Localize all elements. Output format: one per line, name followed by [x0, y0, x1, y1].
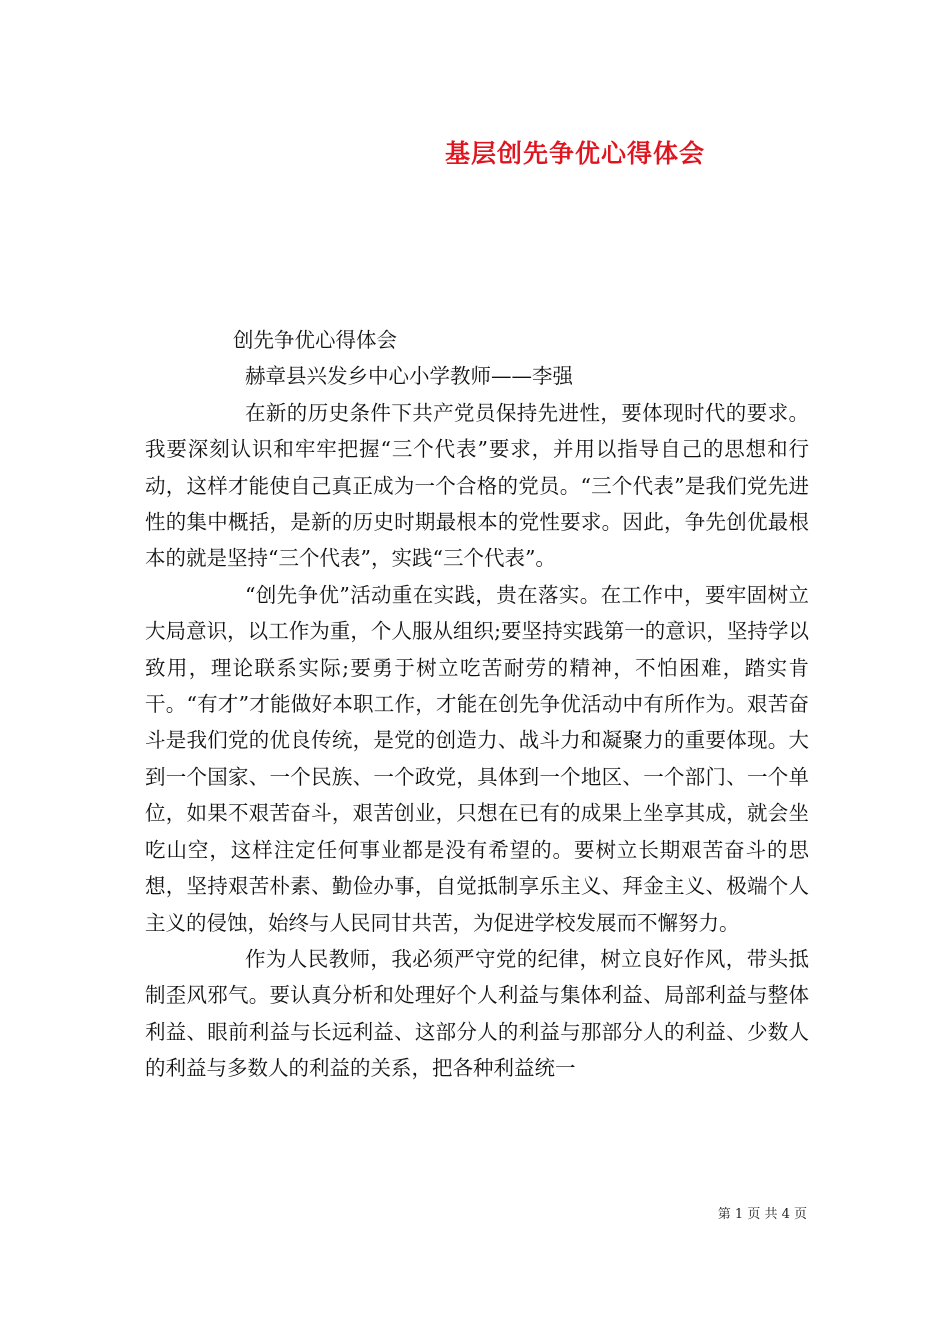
paragraph-1: 在新的历史条件下共产党员保持先进性，要体现时代的要求。我要深刻认识和牢牢把握“三个代表”要求，并用以指导自己的思想和行动，这样才能使自己真正成为一个合格的党员。“三个代表”是我们党先进性的集中概括，是新的历史时期最根本的党性要求。因此，争先创优最根本的就是坚持“三个代表”，实践“三个代表”。 [145, 400, 809, 571]
paragraph-3: 作为人民教师，我必须严守党的纪律，树立良好作风，带头抵制歪风邪气。要认真分析和处理好个人利益与集体利益、局部利益与整体利益、眼前利益与长远利益、这部分人的利益与那部分人的利益、少数人的利益与多数人的利益的关系，把各种利益统一 [145, 946, 809, 1081]
author-byline: 赫章县兴发乡中心小学教师——李强 [245, 364, 573, 389]
page-footer: 第 1 页 共 4 页 [717, 1207, 807, 1222]
document-subtitle: 创先争优心得体会 [233, 328, 397, 352]
page-title: 基层创先争优心得体会 [444, 139, 705, 168]
document-body [145, 322, 809, 1087]
paragraph-2: “创先争优”活动重在实践，贵在落实。在工作中，要牢固树立大局意识，以工作为重，个人服从组织;要坚持实践第一的意识，坚持学以致用，理论联系实际;要勇于树立吃苦耐劳的精神，不怕困难，踏实肯干。“有才”才能做好本职工作，才能在创先争优活动中有所作为。艰苦奋斗是我们党的优良传统，是党的创造力、战斗力和凝聚力的重要体现。大到一个国家、一个民族、一个政党，具体到一个地区、一个部门、一个单位，如果不艰苦奋斗，艰苦创业，只想在已有的成果上坐享其成，就会坐吃山空，这样注定任何事业都是没有希望的。要树立长期艰苦奋斗的思想，坚持艰苦朴素、勤俭办事，自觉抵制享乐主义、拜金主义、极端个人主义的侵蚀，始终与人民同甘共苦，为促进学校发展而不懈努力。 [145, 582, 809, 935]
